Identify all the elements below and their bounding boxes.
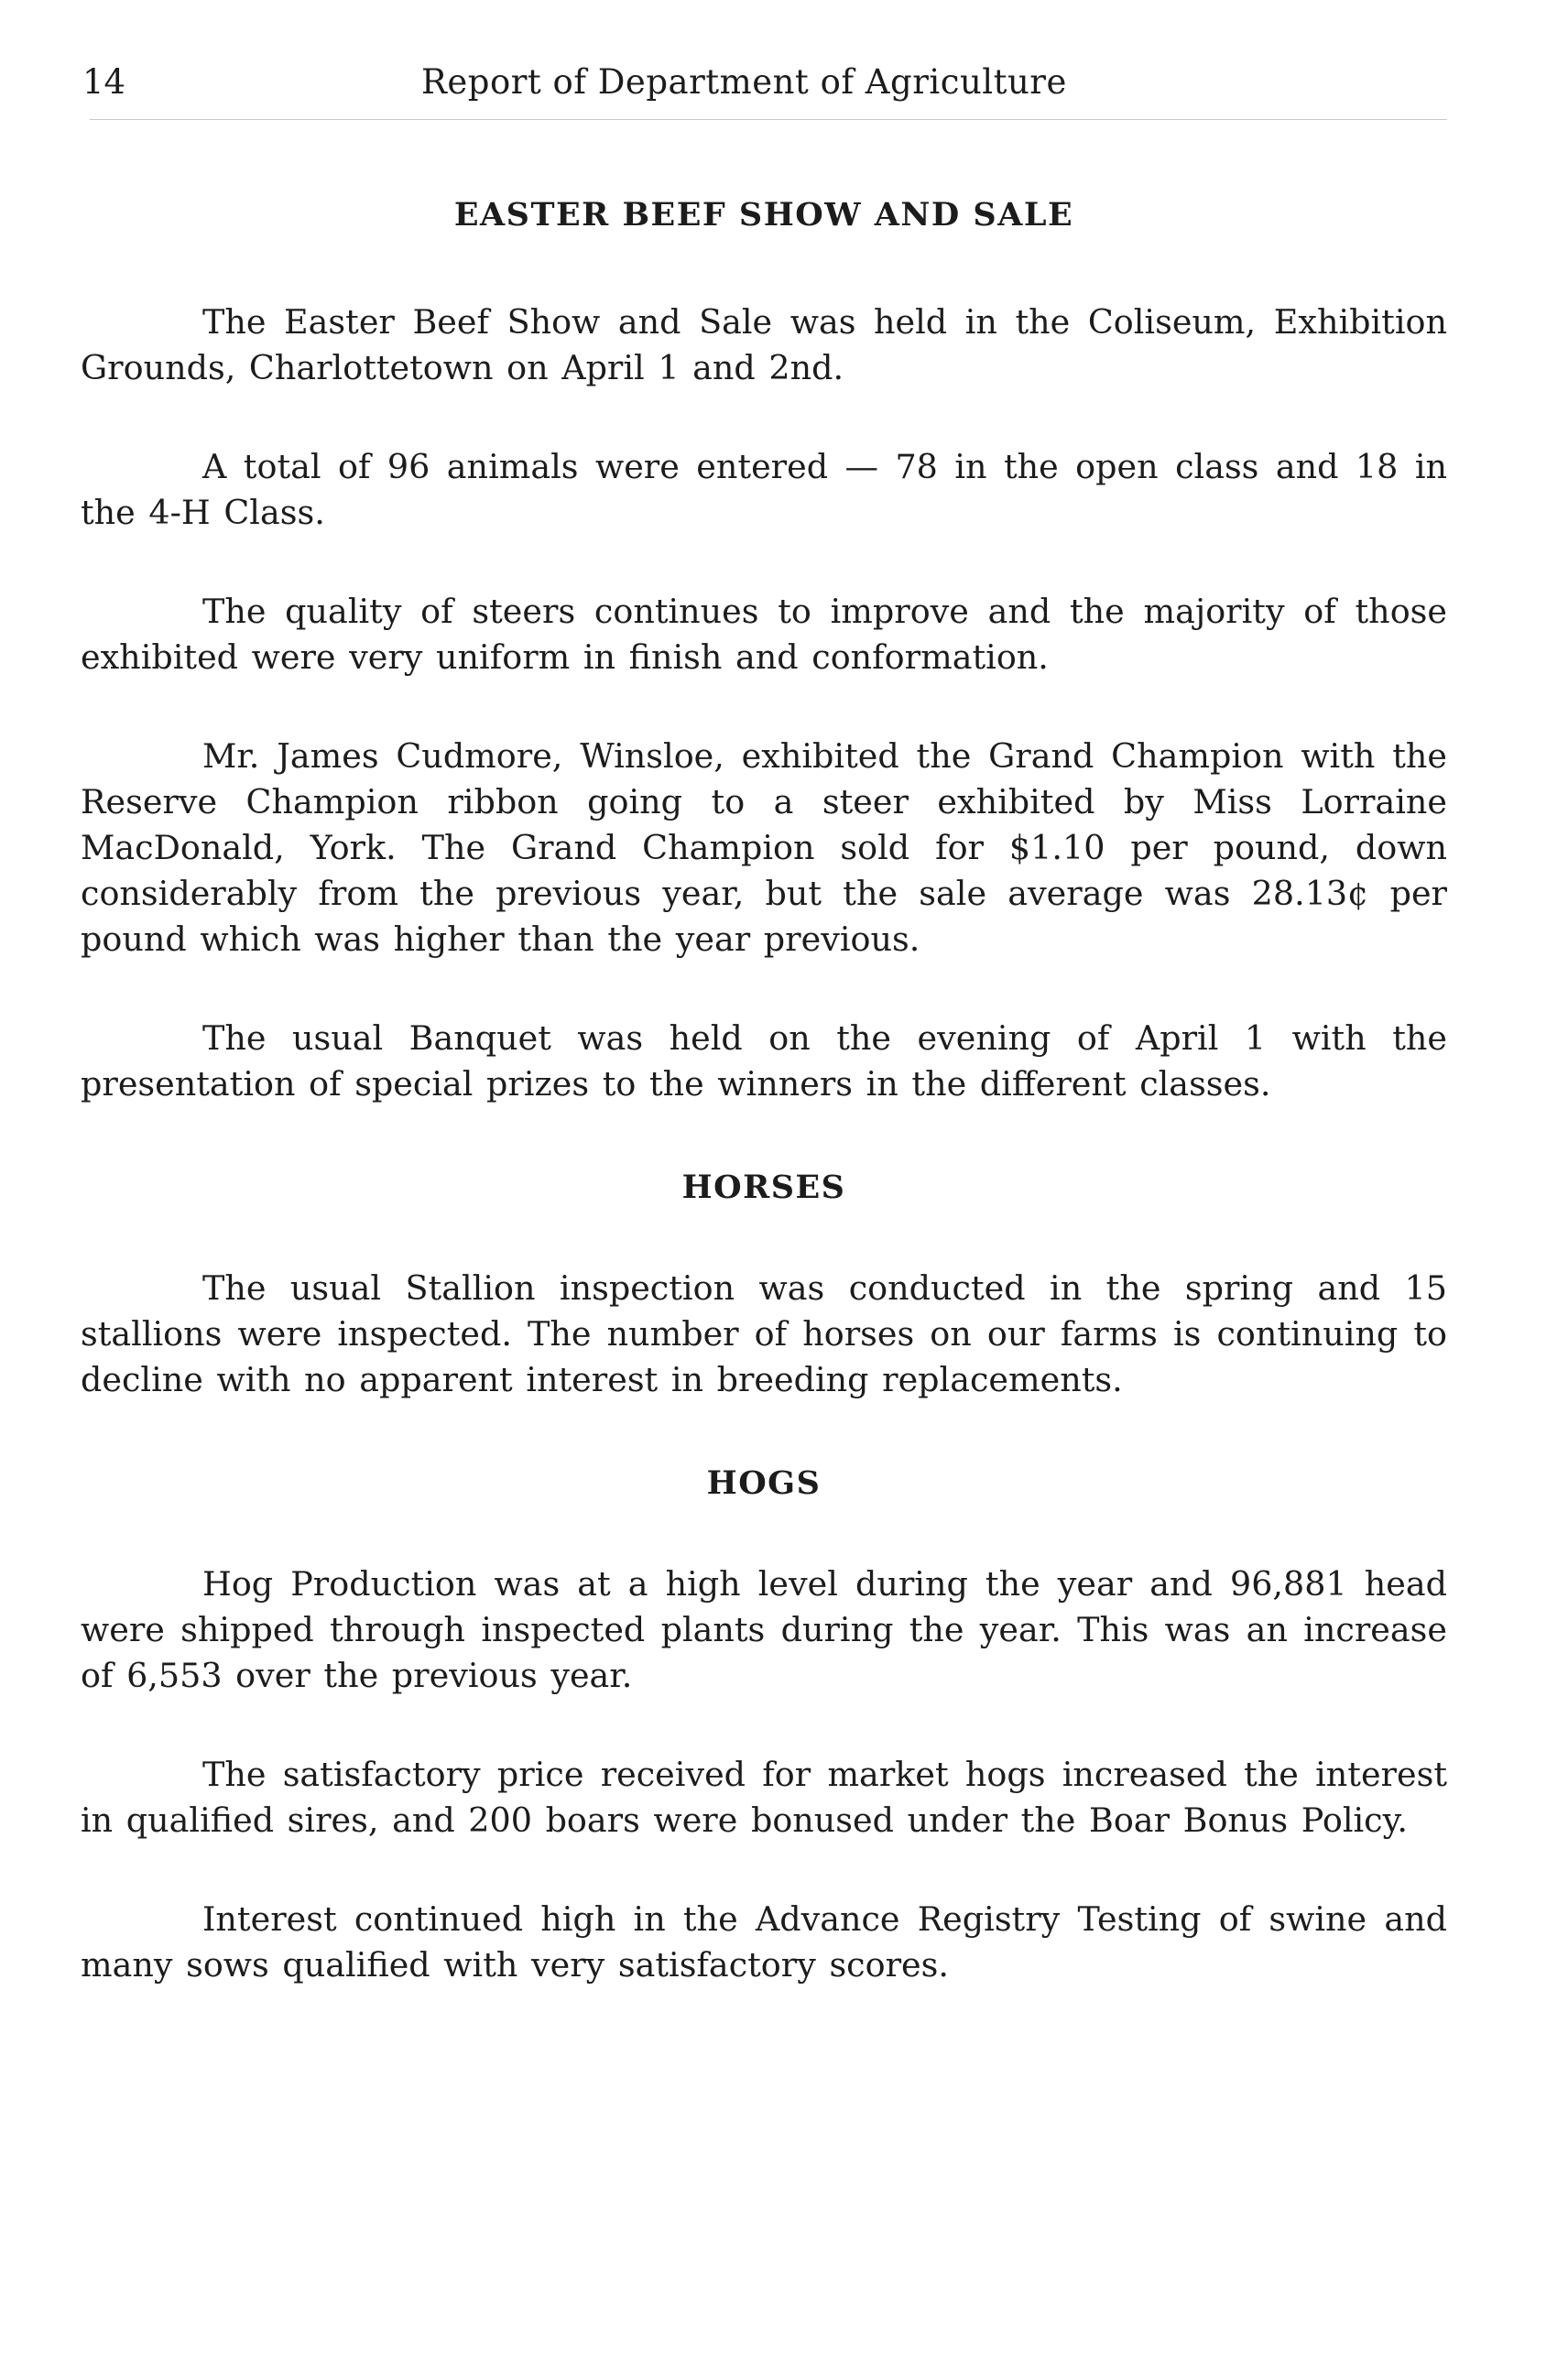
page-number: 14 xyxy=(82,62,126,102)
paragraph: The usual Stallion inspection was conducted in the spring and 15 stallions were inspected. The number of horses on our farms is continuing to decline with no apparent interest in breeding replacements. xyxy=(81,1268,1447,1399)
paragraph: The satisfactory price received for market hogs increased the interest in qualified sires, and 200 boars were bonused under the Boar Bonus Policy. xyxy=(81,1755,1447,1840)
paragraph: Mr. James Cudmore, Winsloe, exhibited the Grand Champion with the Reserve Champion ribbon going to a steer exhibited by Miss Lorraine MacDonald, York. The Grand Champion sold for $1.10 per pound, down considerably from the previous year, but the sale average was 28.13¢ per pound which was higher than the year previous. xyxy=(81,736,1447,959)
paragraph: The Easter Beef Show and Sale was held in the Coliseum, Exhibition Grounds, Charlottetown on April 1 and 2nd. xyxy=(81,302,1447,387)
section-heading: HOGS xyxy=(706,1464,822,1502)
paragraph: A total of 96 animals were entered — 78 in the open class and 18 in the 4-H Class. xyxy=(81,447,1447,532)
page-body xyxy=(81,188,1447,2041)
page-header xyxy=(82,55,1447,110)
paragraph: Hog Production was at a high level during the year and 96,881 head were shipped through inspected plants during the year. This was an increase of 6,553 over the previous year. xyxy=(81,1564,1447,1695)
paragraph: Interest continued high in the Advance Registry Testing of swine and many sows qualified with very satisfactory scores. xyxy=(81,1899,1447,1985)
paragraph: The usual Banquet was held on the evening of April 1 with the presentation of special prizes to the winners in the different classes. xyxy=(81,1018,1447,1104)
section-horses xyxy=(81,1160,1447,1403)
section-heading: HORSES xyxy=(681,1169,846,1206)
running-title: Report of Department of Agriculture xyxy=(421,62,1067,102)
paragraph: The quality of steers continues to improve and the majority of those exhibited were very uniform in finish and conformation. xyxy=(81,592,1447,677)
section-hogs xyxy=(81,1456,1447,1988)
section-heading: EASTER BEEF SHOW AND SALE xyxy=(453,196,1074,234)
header-rule xyxy=(90,119,1447,120)
section-easter-beef xyxy=(81,188,1447,1107)
